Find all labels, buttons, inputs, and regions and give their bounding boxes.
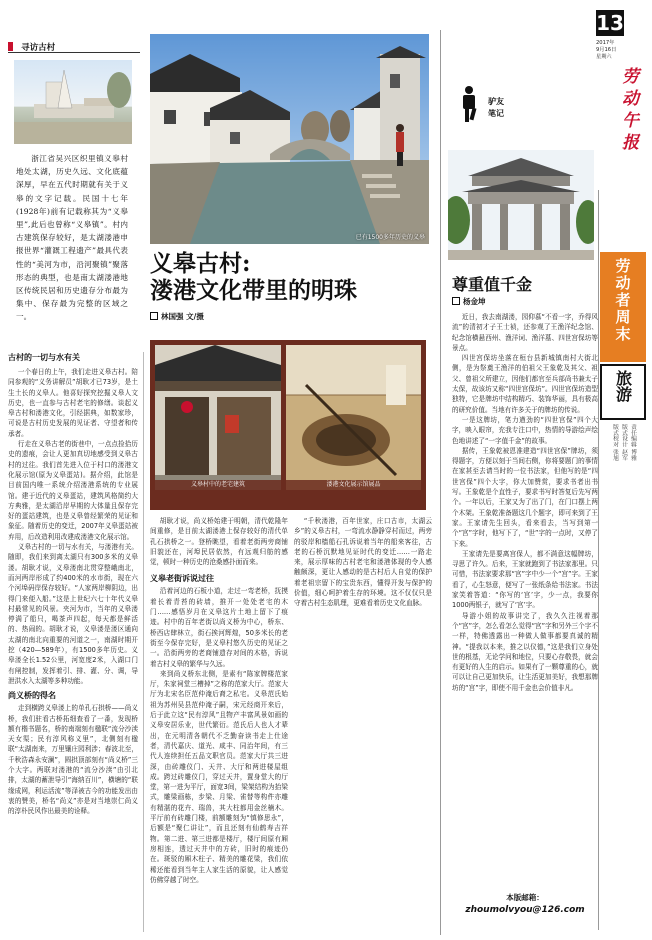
byline-text: 林国强 文/摄 — [161, 312, 204, 321]
sidebar-weekly-text: 劳动者周末 — [613, 258, 632, 343]
main-photo — [150, 34, 429, 244]
sidebar-credits — [600, 424, 646, 520]
article-paragraph-4a: 走到横跨义皋溇上的单孔石拱桥——尚义桥，我们驻看古桥拓细查看了一番，发现桥额有楷书题名，桥的南端刻有楹联“流分沙渎天女渠；民有淳风称义里”，北侧刻有楹联“太湖南来，万里镶庄园利涉；春波北至，千秋浩森永安澜”，圆拱顶部刻有“尚义桥”三个大字。两联对溇港的“流分沙渎”由引北排，太湖的蓄泄导引“海纳百川”，横塘的“联缘成网，利运活流”等泽被古今的功能发出由衷的赞美，桥名“尚义”亦是对当地崇仁尚义的淳朴民风作出最美的诠释。 — [8, 704, 138, 816]
subhead-old-street: 义皋老街诉说过往 — [150, 574, 214, 584]
intro-paragraph: 浙江省吴兴区织里镇义皋村地处太湖，历史久远、文化底蕴深厚，早在五代时期就有关于义皋的文字记载。民国十七年(1928年)前有记载称其为“义皋里”,此后也曾称“义皋镇”。村内古建筑保存较好，是太湖溇港申报世界“灌溉工程遗产”最具代表性的“美河为市，沿河聚镇”聚落形态的典型，也是南太湖溇港地区传统民居和历史遗存分布最为集中、保存最为完整的区域之一。 — [16, 154, 128, 322]
article-paragraph-2: 行走在义皋古老的街巷中，一点点捡拾历史的遗痕，会让人更加真切地感受到义皋古村的过往。我们首先进入位于村口的溇港文化展示馆(原为义皋蛋站)。据介绍，此馆是目前国内唯一系统介绍溇港系统的专业展馆。建于近代的义皋蛋站，建筑风格简约大方典雅，是太湖沿岸早期的大体量且保存完好的蛋站建筑，也是义皋曾经繁荣的见证和象征。随着历史的变迁，2007年义皋蛋站被弃用，后改造利用改建成溇港文化展示馆。 — [8, 440, 138, 541]
headline-line2: 溇港文化带里的明珠 — [150, 277, 357, 304]
article-paragraph-7a: 来到尚义桥东北侧，是素有“陈家牌楼范家厅，朱家祠堂三槽掉”之称的范家大厅。范家大厅为北宋名臣范仲淹后裔之私宅。义皋范氏始祖为苏州吴县范仲淹子嗣，宋元经商开来后，后于此立这“民有淳风”且物产丰富风景如画的义皋安居乐业，世代繁衍。范氏后人也人才辈出，在元明清各朝代不乏勤奋读书走上仕途者，清代嘉庆、道光、咸丰、同治年间，有三代人连续担任五品文职官员。范家大厅共三进深，由砖雕仪门、天井、大厅和两进楼屋组成。跨过砖雕仪门，穿过天井，置身堂大的厅堂，第一进为平厅，面宽3间，梁架结构为抬梁式，雕梁画栋，步梁、月梁、雀替等构件亦雕有精湛的花卉、瑞兽，其大柱都用金丝楠木。平厅前有砖雕门楼，前额雕刻为“慎修思永”，后额是“聚仁讲让”，而且还刻有仙鹤寿吉祥物。第二进、第三进都是楼厅，楼厅间原有厢房相连，透过天井中的方砖，旧时的痕迹仍在。斑驳的厢木柱子、精美的雕花梁，我们依稀还能看到当年主人家生活的原貌，让人感觉仿佛穿越了时空。 — [150, 669, 288, 884]
backpacker-icon — [454, 84, 484, 124]
column-paragraph-5: 王家请先是要离宫保人，都不满意这幅牌坊，寻思了许久。后来，王家就跑到了书法家那里。只可惜，书法家要求那“宫”字中少一个“宫”字。王家看了，心生怒意，便写了一张纸条给书法家。书法家笑着答道：“你写的‘宫’字，少一点，我要你1000两银子，就写了‘宫’字。 — [452, 549, 598, 610]
old-house-illustration — [155, 345, 281, 490]
canal-village-illustration — [150, 34, 429, 244]
column-body — [452, 312, 598, 887]
memorial-arch-illustration — [448, 150, 594, 260]
contact-label: 本版邮箱： — [506, 893, 544, 902]
section-header — [8, 36, 128, 53]
article-column-3 — [294, 516, 432, 932]
column-divider — [143, 352, 144, 932]
article-paragraph-3: 义皋古村的一切与水有关，与溇港有关。随即，我们来到离太湖只有300多米的义皋溇。胡耿才说，义皋溇南北贯穿整峨南北，而河两岸形成了约400米的水市街，现在六个河埠码岸保存较好。“人家两岸柳阴边，出得门来便入船。”这是上世纪六七十年代义皋村最常见的风景。夹河为市，当年的义皋溇停满了船只，喝茶声四起，每天都是鲜活的、热闹的。胡耿才说，义皋溇是溇区通向太湖的南北向重要的河道之一，南湖时期开挖（420—589年），有1500多年历史。义皋溇全长1.52公里，河宽度2米，入湖口门有闸控制，发挥着引、排、灌、分、调，导泄洪水入太湖等多种功能。 — [8, 543, 138, 685]
section-marker — [8, 42, 13, 51]
masthead — [596, 6, 648, 182]
paper-name: 劳 动 午 报 — [622, 67, 639, 153]
contact-box — [452, 892, 598, 926]
column-paragraph-6: 导游小姐的故事讲完了，我久久注视着那个“宫”字，怎么看怎么觉得“宫”字和另外三个字不一样，特佛透露出一种做人做事都要真诚的精神。“提我以本来，推之以仪德，”这是我们立身处世的根基，无论学问和地位，只要心存敬畏，就会有更好的人生的启示。如果有了一颗尊重的心，就可以让自己更加快乐，让生活更加美好，我想那牌坊的“宫”字，即使不用千金也会价值非凡。 — [452, 611, 598, 692]
author-name: 杨金坤 — [463, 297, 486, 306]
headline — [150, 250, 440, 304]
sidebar-category-text: 旅游 — [613, 370, 633, 402]
intro-text-box — [16, 152, 128, 324]
column-paragraph-4: 据传，王象乾被恩准建造“四世宫保”牌坊，须得题字，方便以刻于当间右侧，你将要题门的事情在家甚至去请当时的一位书法家，但他写的是“四世宫保”四个大字，你大加赞赏，要求书者出书写。王象乾是个直性子，要求书写时答复后先写两个。一年以后，王家又为了出了门，在门口摆上两个木架。王象乾准备题这几个题字，即可来到了王家。王家请先生回头，看来看去，当写到第一个“宫”字时，他写下了，“世”字的一点时，又停了下来。 — [452, 446, 598, 548]
article-column-2 — [150, 516, 288, 932]
sidebar-category — [600, 364, 646, 420]
column-label-2: 笔记 — [488, 109, 504, 118]
author-marker — [452, 297, 460, 305]
memorial-arch-photo — [448, 150, 594, 260]
subhead-water: 古村的一切与水有关 — [8, 353, 80, 362]
photo-panel — [150, 340, 426, 510]
column-badge — [452, 84, 532, 134]
exhibit-caption: 溇港文化展示馆展品 — [286, 480, 421, 490]
byline-marker — [150, 312, 158, 320]
old-house-photo — [155, 345, 281, 490]
exhibit-photo — [286, 345, 421, 490]
header-rule — [8, 52, 140, 53]
exhibit-illustration — [286, 345, 421, 490]
page-number: 13 — [596, 11, 624, 35]
contact-email[interactable]: zhoumolvyou@126.com — [465, 905, 585, 915]
old-house-caption: 义皋村中的老宅建筑 — [155, 480, 281, 490]
issue-date: 2017年 9月16日 星期六 — [596, 40, 617, 60]
byline — [150, 311, 350, 322]
sidebar-credits-text: 责任编辑 博雅 版式设计 赵军 版式校对 张旭 — [611, 424, 636, 461]
article-column-1 — [8, 352, 138, 932]
headline-line1: 义皋古村: — [150, 250, 251, 277]
column-title: 尊重值千金 — [452, 275, 533, 294]
main-photo-caption: 已有1500多年历史的义皋 — [355, 234, 425, 241]
column-label-1: 驴友 — [488, 97, 504, 106]
column-paragraph-1: 近日，我去南湖溇，园仰慕“不看一字，乔得风流”的清初才子王士祯，还参观了王渔洋纪念馆、纪念馆横悬西州、渔洋词、渔洋墓、四世宫保坊等景点。 — [452, 313, 598, 352]
subhead-bridge: 尚义桥的得名 — [8, 691, 56, 701]
column-paragraph-3: 一是这牌坊，笔力遒劲的“四世宫保”四个大字，映入眼帘，充我专注口中，热情的导游绘声绘色地讲述了“一字值千金”的故事。 — [452, 415, 598, 445]
section-label: 寻访古村 — [21, 42, 56, 53]
sidebar-weekly — [600, 252, 646, 362]
article-paragraph-5: 胡耿才说，尚义桥始建于明朝，清代乾隆年间重修，是目前太湖溇港上保存较好的清代单孔石拱桥之一。登桥眺望，看着老街两旁商铺旧貌还在，河埠民居依然，有远观归舫的感觉，顿时一种历史的沧桑感扑面而来。 — [150, 517, 288, 567]
column-author — [452, 296, 592, 307]
column-paragraph-2: 四世宫保坊坐落在桓台县新城镇南村大街北侧，是为祭奠王渔洋的伯祖父王象乾及其父、祖父、曾祖父所建立，因他们都官至兵部尚书兼太子太保，故该坊又称“四世宫保坊”。四世宫保坊造型独特，它是牌坊中结构精巧、装饰华丽，具有极高的研究价值。当地有许多关于的牌坊的传说。 — [452, 354, 598, 414]
monument-illustration — [14, 60, 132, 144]
sidebar-divider — [598, 190, 599, 930]
article-paragraph-8: “千秋溇港，百年世家，庄口古市，太湖云乡”的义皋古村，一弯流水静静穿村而过，两旁的驳岸和樯船石孔诉说着当年的船来客往，古老的石桥沉默地见证时代的变迁……一路走来，展示厚味的古村老宅和溇港体现的令人感触颇深，更让人感动的是古村后人自觉的保护着老祖宗留下的宝贵东西，懂得开发与保护的价值，细心呵护着生存的环境。这不仅仅只是守着古村生态肌理，更难看着历史文化血脉。 — [294, 517, 432, 608]
article-paragraph-6: 沿着河边的石板小道，走过一弯老桥，抚摸着长着青苔的砖墙，推开一处处老宅的木门……感悟岁月在义皋这片土地上留下了痕迹。村中的百年老街以尚义桥为中心，桥东、桥西店肆林立，街石挨河辉煌，50多米长的老街至今保存完好，是义皋村悠久历史的见证之一。沿街两旁的老商铺遗存对间的木格，诉说着古村义皋的繁华与久远。 — [150, 587, 288, 668]
monument-photo — [14, 60, 132, 144]
article-paragraph-1: 一个春日的上午，我们走进义皋古村。陪同参观的“义务讲解员”胡耿才已73岁，是土生土长的义皋人。他喜好探究挖掘义皋人文历史，也一直参与古村老宅的修缮。谈起义皋古村和溇港文化，引经据典，如数家珍，可说是古村历史发展的见证者、守望者和传承者。 — [8, 368, 138, 438]
main-column-divider — [440, 30, 441, 935]
